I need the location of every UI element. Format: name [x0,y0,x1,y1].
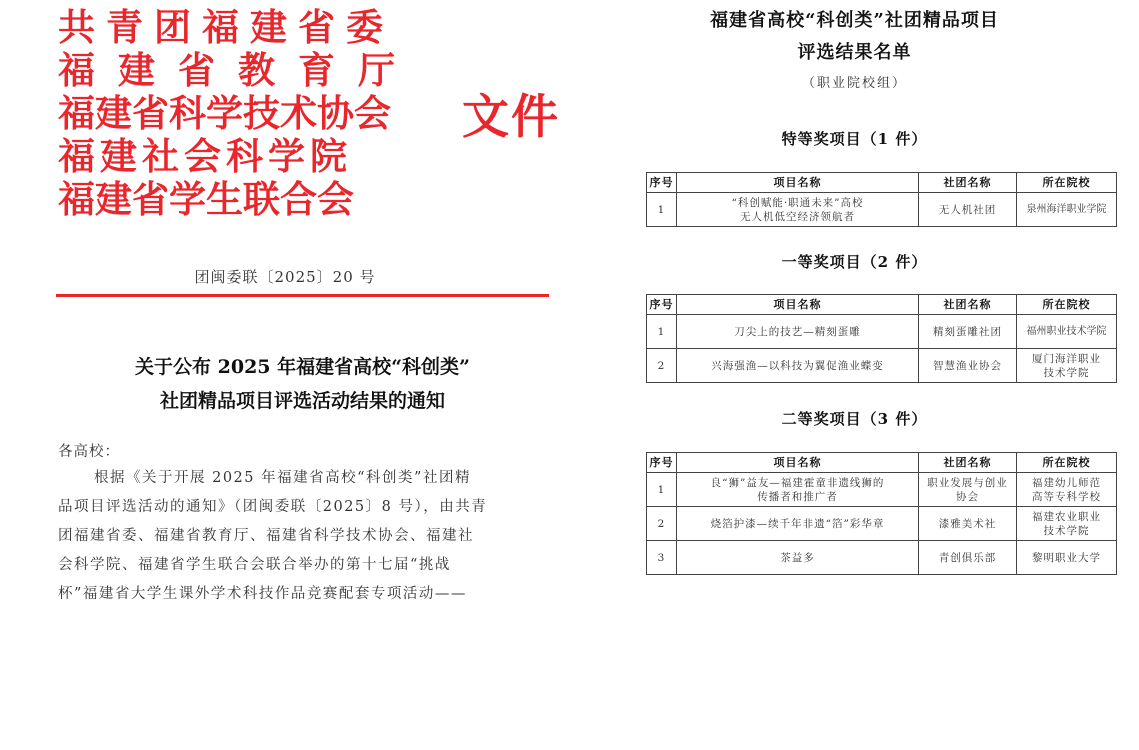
section-heading-first: 一等奖项目（2 件） [781,253,928,271]
row-project: 良“狮”益友—福建霍童非遗线狮的 传播者和推广者 [677,473,919,507]
table-row [647,315,1117,349]
row-school: 黎明职业大学 [1017,541,1117,575]
body-line: 品项目评选活动的通知》（团闽委联〔2025〕8 号），由共青 [58,499,488,515]
row-project: 茶益多 [677,541,919,575]
results-title: 福建省高校“科创类”社团精品项目 [710,10,999,31]
table-header-row [647,453,1117,473]
row-club: 职业发展与创业 协会 [919,473,1017,507]
row-school: 福建幼儿师范 高等专科学校 [1017,473,1117,507]
row-project: 兴海强渔—以科技为翼促渔业蝶变 [677,349,919,383]
row-school: 福州职业技术学院 [1017,315,1117,349]
table-row [647,507,1117,541]
section-heading-special: 特等奖项目（1 件） [781,130,928,148]
row-club: 智慧渔业协会 [919,349,1017,383]
table-row [647,193,1117,227]
row-no: 2 [647,349,677,383]
body-line: 会科学院、福建省学生联合会联合举办的第十七届“挑战 [58,557,451,573]
document-number: 团闽委联〔2025〕20 号 [194,268,376,286]
red-divider [56,294,549,297]
header-project: 项目名称 [677,173,919,193]
header-no: 序号 [647,295,677,315]
issuer-line: 福建社会科学院 [58,135,352,178]
row-club: 精刻蛋雕社团 [919,315,1017,349]
issuer-line: 福建省教育厅 [58,49,418,92]
header-no: 序号 [647,173,677,193]
table-header-row [647,173,1117,193]
header-project: 项目名称 [677,453,919,473]
header-school: 所在院校 [1017,173,1117,193]
header-club: 社团名称 [919,173,1017,193]
body-line: 杯”福建省大学生课外学术科技作品竞赛配套专项活动—— [58,586,467,602]
row-school: 泉州海洋职业学院 [1017,193,1117,227]
table-row [647,541,1117,575]
row-club: 青创俱乐部 [919,541,1017,575]
table-header-row [647,295,1117,315]
issuer-line: 福建省学生联合会 [58,178,354,221]
header-no: 序号 [647,453,677,473]
row-no: 1 [647,315,677,349]
header-club: 社团名称 [919,453,1017,473]
special-prize-table [646,172,1117,227]
body-line: 团福建省委、福建省教育厅、福建省科学技术协会、福建社 [58,528,474,544]
row-no: 2 [647,507,677,541]
notice-title-line: 关于公布 2025 年福建省高校“科创类” [135,356,470,378]
row-club: 漆雅美术社 [919,507,1017,541]
body-line: 根据《关于开展 2025 年福建省高校“科创类”社团精 [94,470,471,486]
table-row [647,473,1117,507]
row-no: 1 [647,473,677,507]
row-club: 无人机社团 [919,193,1017,227]
header-school: 所在院校 [1017,295,1117,315]
header-project: 项目名称 [677,295,919,315]
second-prize-table [646,452,1117,575]
row-no: 3 [647,541,677,575]
results-title: 评选结果名单 [797,42,912,63]
row-project: 刀尖上的技艺—精刻蛋雕 [677,315,919,349]
issuer-line: 共青团福建省委 [58,6,394,49]
results-page [570,0,1139,750]
issuer-line: 福建省科学技术协会 [58,92,391,135]
row-project: “科创赋能·职通未来”高校 无人机低空经济领航者 [677,193,919,227]
notice-title [56,350,549,418]
header-school: 所在院校 [1017,453,1117,473]
header-club: 社团名称 [919,295,1017,315]
table-row [647,349,1117,383]
row-no: 1 [647,193,677,227]
row-school: 厦门海洋职业 技术学院 [1017,349,1117,383]
notice-title-line: 社团精品项目评选活动结果的通知 [159,390,445,412]
row-project: 烧箔护漆—续千年非遗“箔”彩华章 [677,507,919,541]
salutation: 各高校： [58,444,120,460]
section-heading-second: 二等奖项目（3 件） [781,410,928,428]
notice-body [58,464,551,609]
document-label: 文件 [462,90,560,145]
first-prize-table [646,294,1117,383]
row-school: 福建农业职业 技术学院 [1017,507,1117,541]
results-subtitle: （职业院校组） [801,76,907,91]
